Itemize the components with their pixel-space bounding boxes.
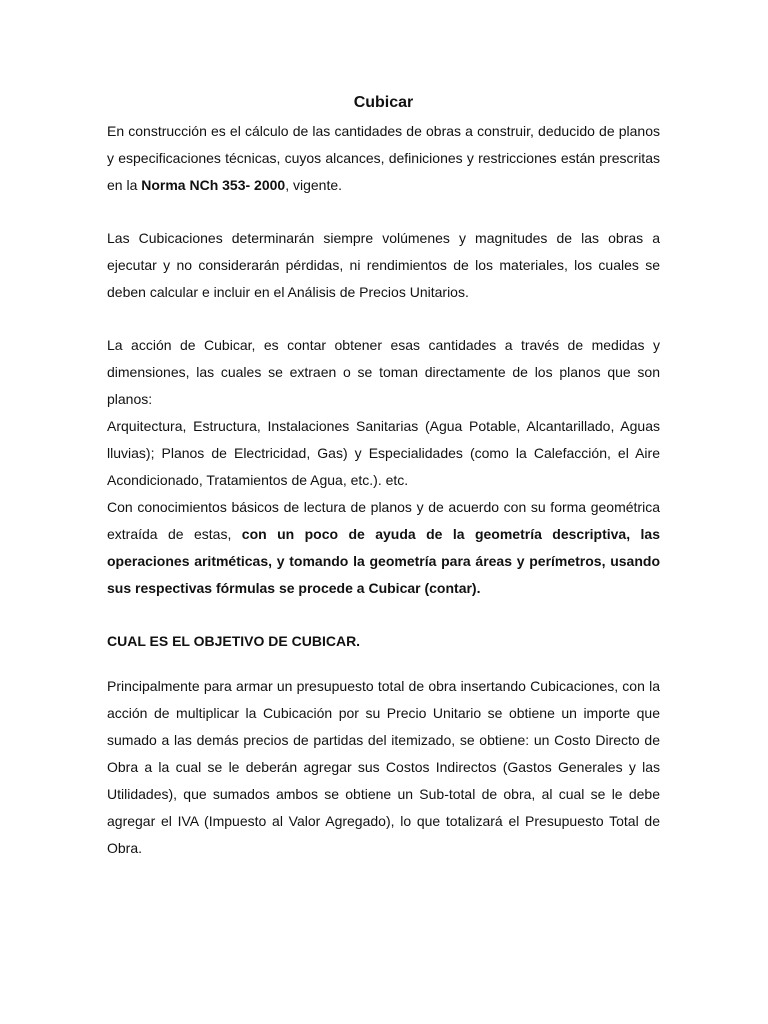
- paragraph-conocimientos: [107, 494, 660, 602]
- paragraph-objetivo: Principalmente para armar un presupuesto total de obra insertando Cubicaciones, con la acción de multiplicar la Cubicación por su Precio Unitario se obtiene un importe que sumado a las demás precios de partidas del itemizado, se obtiene: un Costo Directo de Obra a la cual se le deberán agregar sus Costos Indirectos (Gastos Generales y las Utilidades), que sumados ambos se obtiene un Sub-total de obra, al cual se le debe agregar el IVA (Impuesto al Valor Agregado), lo que totalizará el Presupuesto Total de Obra.: [107, 678, 660, 856]
- section-heading-objetivo: CUAL ES EL OBJETIVO DE CUBICAR.: [107, 633, 361, 649]
- paragraph-definition-text: En construcción es el cálculo de las cantidades de obras a construir, deducido de planos y especificaciones técnicas, cuyos alcances, definiciones y restricciones están prescritas en la: [107, 123, 660, 193]
- norma-reference: Norma NCh 353- 2000: [141, 177, 286, 193]
- document-title: Cubicar: [353, 94, 414, 111]
- document-page: [107, 92, 660, 862]
- paragraph-conocimientos-bold: con un poco de ayuda de la geometría descriptiva, las operaciones aritméticas, y tomando la geometría para áreas y perímetros, usando sus respectivas fórmulas se procede a Cubicar (contar).: [107, 526, 660, 596]
- paragraph-conocimientos-text: Con conocimientos básicos de lectura de planos y de acuerdo con su forma geométrica extraída de estas,: [107, 499, 660, 542]
- paragraph-cubicaciones: Las Cubicaciones determinarán siempre volúmenes y magnitudes de las obras a ejecutar y no considerarán pérdidas, ni rendimientos de los materiales, los cuales se deben calcular e incluir en el Análisis de Precios Unitarios.: [107, 230, 660, 300]
- paragraph-planos-list: Arquitectura, Estructura, Instalaciones Sanitarias (Agua Potable, Alcantarillado, Aguas lluvias); Planos de Electricidad, Gas) y Especialidades (como la Calefacción, el Aire Acondicionado, Tratamientos de Agua, etc.). etc.: [107, 418, 660, 488]
- paragraph-definition: [107, 118, 660, 199]
- paragraph-accion: La acción de Cubicar, es contar obtener esas cantidades a través de medidas y dimensiones, las cuales se extraen o se toman directamente de los planos que son planos:: [107, 337, 660, 407]
- paragraph-definition-end: , vigente.: [285, 177, 343, 193]
